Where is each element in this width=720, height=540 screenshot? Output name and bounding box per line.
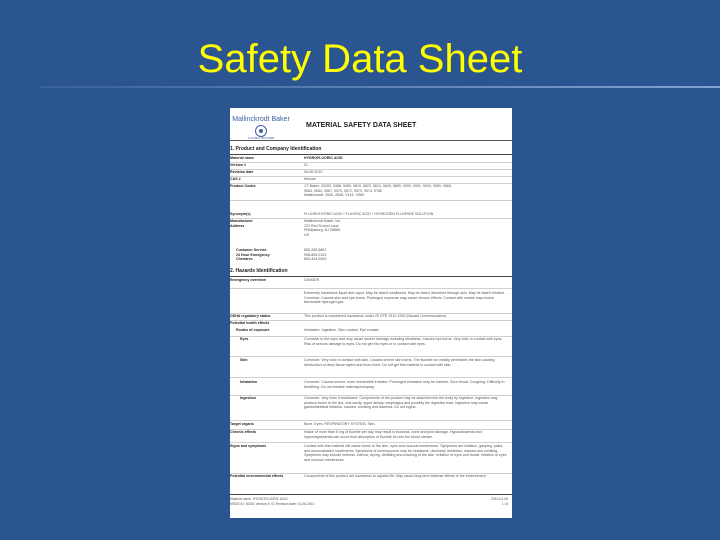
row-value: Mixture	[304, 177, 316, 181]
row-value: Extremely hazardous liquid and vapor. May be fatal if swallowed. May be fatal if absorbed through skin. May be fatal if inhaled. Corrosive. Causes skin and eye burns. Prolonged exposure may cause chronic effects. Contact with metals may evolve flammable hydrogen gas.	[304, 291, 505, 305]
document-header: MATERIAL SAFETY DATA SHEET	[306, 122, 417, 129]
row-value: 855-282-6867 908-859-2151 800-424-9300	[304, 248, 327, 262]
row-value: FLUOROHYDRIC ACID * FLUORIC ACID * HYDROGEN FLUORIDE SOLUTION	[304, 212, 434, 216]
row-label: Target organs	[230, 422, 254, 426]
row-value: Inhalation. Ingestion. Skin contact. Eye contact.	[304, 328, 380, 332]
table-row	[230, 212, 512, 219]
row-label: Material name	[230, 156, 254, 160]
table-row	[230, 380, 512, 396]
row-label: Product Codes	[230, 184, 256, 188]
slide-title: Safety Data Sheet	[197, 37, 523, 81]
row-value: J.T.Baker: 20005, 5388, 5389, 5819, 5823, 5824, 5840, 5895, 5900, 5901, 5904, 9559, 9560, 9563, 9564, 9567, 9570, 9572, 9573, 9574, 9785 Mallinckrodt: 2640, 2648, V144, V560	[304, 184, 452, 198]
row-value: Corrosive. Very toxic in contact with skin. Causes severe skin burns. The fluoride ion readily penetrates the skin causing destruction of deep tissue layers and even bone. Do not get this material in contact with skin.	[304, 358, 495, 367]
table-row	[230, 358, 512, 378]
table-row	[230, 291, 512, 314]
table-row	[230, 430, 512, 443]
table-row	[230, 184, 512, 201]
row-label: Chronic effects	[230, 430, 257, 434]
section-2-heading: 2. Hazards Identification	[230, 268, 512, 277]
row-value: Corrosive. Very toxic if swallowed. Components of the product may be absorbed into the body by ingestion. Ingestion may produce burns to the lips, oral cavity, upper airway, esophagus and possibly the digestive tract. Ingestion may cause gastrointestinal irritation, nausea, vomiting and diarrhea. Do not ingest.	[304, 396, 498, 410]
company-logo	[230, 116, 292, 140]
footer-page-number: 1 / 8	[501, 502, 508, 506]
row-label: Version #	[230, 163, 246, 167]
table-row	[230, 170, 512, 177]
table-row	[230, 321, 512, 327]
row-label: Customer Service 24 Hour Emergency Chemtrec	[236, 248, 270, 262]
row-value: Corrosive. Causes severe, even irreversible irritation. Prolonged inhalation may be harmful. Sore throat. Coughing. Difficulty in breathing. Do not breathe mist/vapors/spray.	[304, 380, 505, 389]
table-row	[230, 163, 512, 170]
table-row	[230, 278, 512, 289]
header-divider	[230, 140, 512, 141]
row-value: Bone. Eyes. RESPIRATORY SYSTEM. Skin.	[304, 422, 376, 426]
footer-material-name: Material name: HYDROFLUORIC ACID	[230, 497, 288, 501]
msds-document-page	[230, 108, 512, 518]
footer-date: 2010-01-05	[491, 497, 508, 501]
row-value: This product is considered hazardous under 29 CFR 1910.1200 (Hazard Communication).	[304, 314, 448, 318]
footer-divider	[230, 494, 512, 495]
row-label: Routes of exposure	[236, 328, 270, 332]
table-row	[230, 219, 512, 243]
row-label: Synonym(s)	[230, 212, 251, 216]
row-label: OSHA regulatory status	[230, 314, 271, 318]
row-label: CAS #	[230, 177, 241, 181]
table-row	[230, 328, 512, 337]
row-label: Potential environmental effects	[230, 474, 284, 478]
table-row	[230, 248, 512, 264]
table-row	[230, 396, 512, 421]
row-label: Eyes	[240, 337, 249, 341]
section-1-heading: 1. Product and Company Identification	[230, 146, 512, 155]
row-value: Components of this product are hazardous to aquatic life. May cause long-term adverse effects in the environment.	[304, 474, 487, 478]
table-row	[230, 177, 512, 184]
row-label: Emergency overview	[230, 278, 266, 282]
row-label: Revision date	[230, 170, 254, 174]
row-value: HYDROFLUORIC ACID	[304, 156, 343, 160]
row-value: Contact with this material will cause burns to the skin, eyes and mucous membranes. Symptoms are irritation, gasping, pallor, and uncoordinated movements. Symptoms of overexposure may be headache, dizziness, tiredness, nausea and vomiting. Symptoms may include redness, edema, drying, defatting and cracking of the skin. Irritation of eyes and throat. Irritation of eyes and mucous membranes.	[304, 444, 507, 462]
row-label: Inhalation	[240, 380, 257, 384]
table-row	[230, 444, 512, 474]
table-row	[230, 474, 512, 486]
row-label: Skin	[240, 358, 248, 362]
row-label: Ingestion	[240, 396, 256, 400]
title-divider	[40, 86, 720, 88]
row-label: Manufacturer Address	[230, 219, 253, 228]
row-value: 01	[304, 163, 308, 167]
row-value: Corrosive to the eyes and may cause severe damage including blindness. Causes eye burns. Very toxic in contact with eyes. Risk of serious damage to eyes. Do not get into eyes or in contact with eyes.	[304, 337, 503, 346]
table-row	[230, 156, 512, 163]
row-value: 05-06-2010	[304, 170, 323, 174]
table-row	[230, 337, 512, 357]
footer-msds-id: MSDS ID: 40401 Version #: 01 Revision date: 01-06-2010	[230, 502, 315, 506]
table-row	[230, 422, 512, 430]
logo-emblem-icon	[255, 125, 267, 137]
row-label: Potential health effects	[230, 321, 270, 325]
row-label: Signs and symptoms	[230, 444, 267, 448]
logo-subtitle: A GLOBAL PROVIDER	[247, 137, 275, 140]
logo-name: Mallinckrodt Baker	[232, 116, 290, 123]
row-value: Intake of more than 6 mg of fluorine per day may result in fluorosis, bone and joint damage. Hypocalcaemia and hypomagnesemia can occur from absorption of fluoride ion into the blood stream.	[304, 430, 482, 439]
row-value: DANGER	[304, 278, 320, 282]
table-row	[230, 314, 512, 321]
row-value: Mallinckrodt Baker, Inc. 222 Red School Lane Phillipsburg, NJ 08865 US	[304, 219, 342, 237]
